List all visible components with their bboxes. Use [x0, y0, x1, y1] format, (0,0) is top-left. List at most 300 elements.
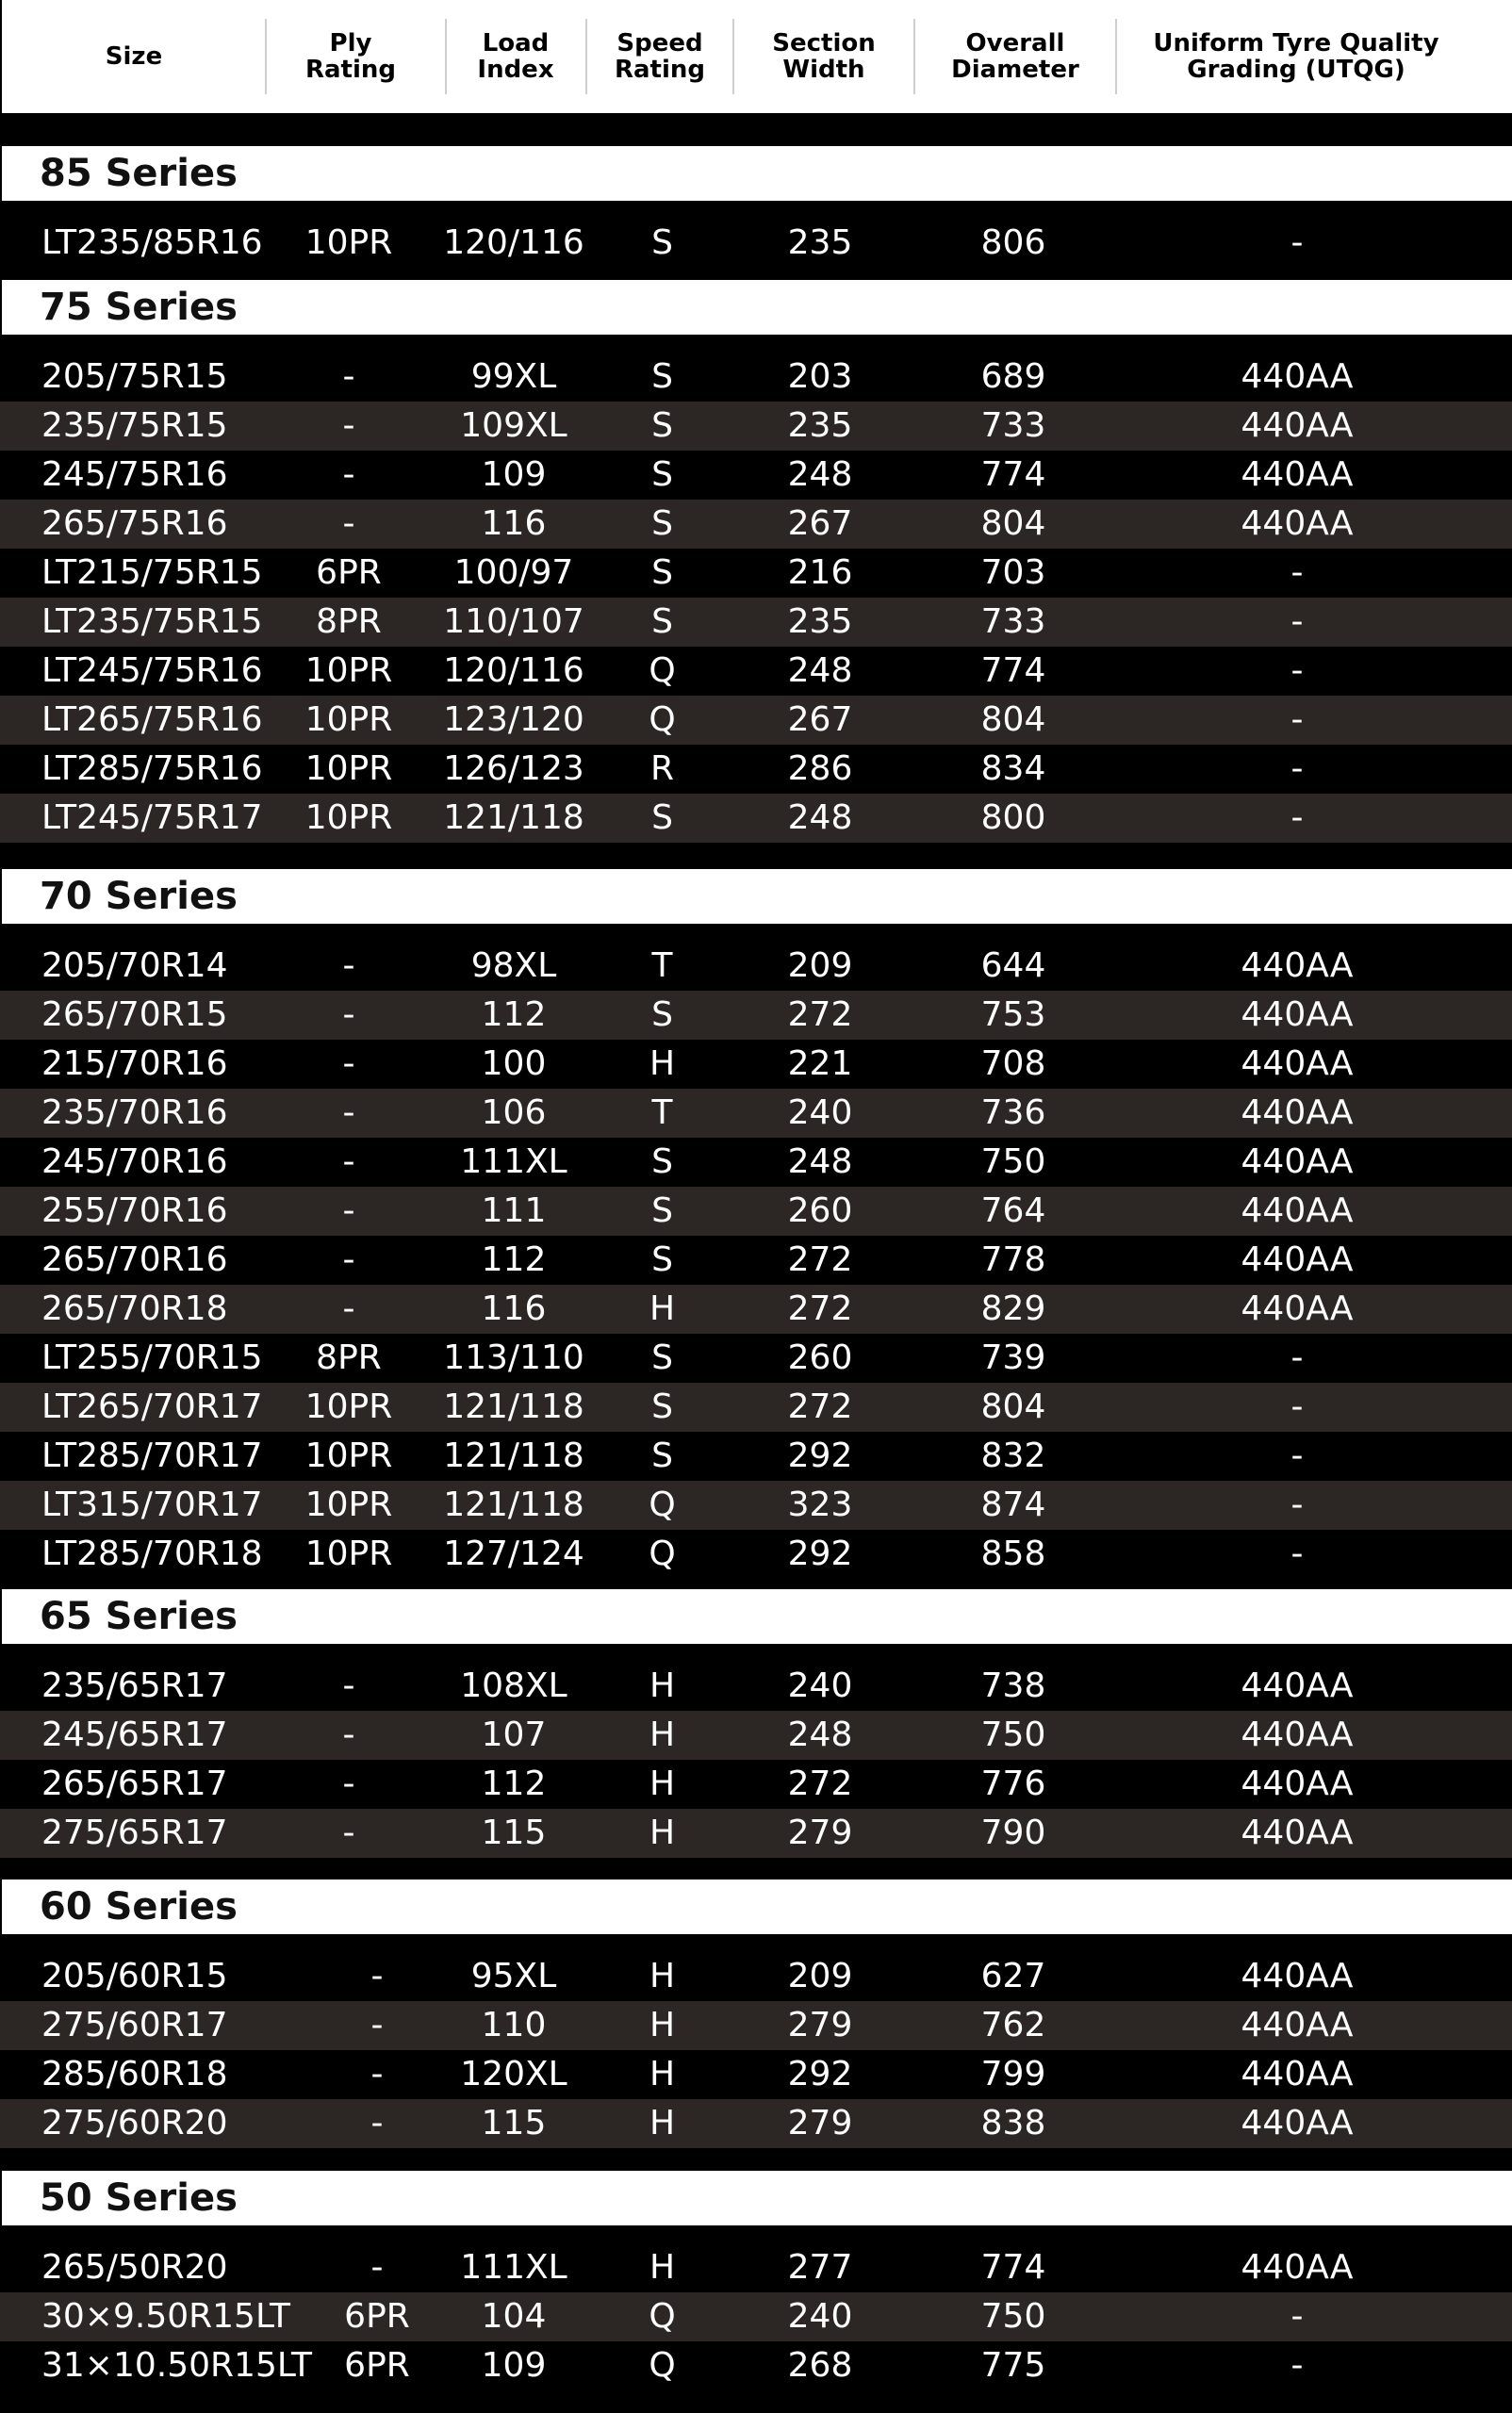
cell-size: 265/70R15 — [41, 995, 228, 1034]
cell-load: 98XL — [470, 946, 557, 985]
cell-utqg: - — [1290, 2346, 1304, 2385]
cell-ply: - — [370, 1957, 384, 1995]
series-heading — [0, 869, 1512, 924]
cell-size: LT245/75R16 — [41, 651, 263, 690]
cell-utqg: - — [1290, 1387, 1304, 1426]
cell-diameter: 806 — [980, 223, 1046, 262]
cell-utqg: 440AA — [1241, 1142, 1354, 1181]
cell-ply: 10PR — [304, 798, 393, 837]
cell-width: 240 — [787, 2297, 853, 2336]
cell-diameter: 858 — [980, 1535, 1046, 1573]
cell-load: 120/116 — [443, 223, 584, 262]
cell-utqg: 440AA — [1241, 1957, 1354, 1995]
cell-speed: S — [651, 1387, 673, 1426]
cell-speed: H — [649, 1666, 676, 1705]
cell-utqg: - — [1290, 700, 1304, 739]
cell-ply: - — [342, 1289, 355, 1328]
cell-utqg: 440AA — [1241, 1814, 1354, 1852]
cell-speed: T — [651, 946, 673, 985]
cell-size: LT235/75R15 — [41, 602, 263, 641]
cell-ply: - — [342, 1715, 355, 1754]
cell-load: 110 — [481, 2006, 547, 2044]
cell-load: 111XL — [460, 1142, 567, 1181]
cell-size: 265/65R17 — [41, 1765, 228, 1803]
cell-ply: - — [342, 1044, 355, 1083]
cell-utqg: - — [1290, 223, 1304, 262]
cell-width: 209 — [787, 946, 853, 985]
cell-load: 123/120 — [443, 700, 584, 739]
cell-width: 216 — [787, 553, 853, 592]
cell-size: 265/70R18 — [41, 1289, 228, 1328]
cell-diameter: 689 — [980, 357, 1046, 396]
cell-load: 116 — [481, 1289, 547, 1328]
cell-load: 120/116 — [443, 651, 584, 690]
cell-diameter: 874 — [980, 1486, 1046, 1524]
cell-load: 112 — [481, 995, 547, 1034]
header-load-line2: Index — [477, 56, 554, 84]
cell-diameter: 829 — [980, 1289, 1046, 1328]
header-ply-line2: Rating — [304, 56, 397, 84]
cell-utqg: - — [1290, 1535, 1304, 1573]
cell-diameter: 739 — [980, 1338, 1046, 1377]
cell-ply: 8PR — [316, 602, 382, 641]
table-row — [0, 647, 1512, 696]
header-width-line2: Width — [782, 56, 865, 84]
cell-utqg: 440AA — [1241, 1240, 1354, 1279]
table-row — [0, 794, 1512, 843]
cell-size: 245/75R16 — [41, 455, 228, 494]
header-load-index — [447, 0, 584, 113]
cell-diameter: 799 — [980, 2055, 1046, 2093]
cell-diameter: 733 — [980, 406, 1046, 445]
table-header — [0, 0, 1512, 113]
cell-diameter: 776 — [980, 1765, 1046, 1803]
cell-load: 110/107 — [443, 602, 584, 641]
cell-load: 108XL — [460, 1666, 567, 1705]
table-row — [0, 549, 1512, 598]
cell-size: LT245/75R17 — [41, 798, 263, 837]
cell-width: 267 — [787, 700, 853, 739]
cell-speed: S — [651, 602, 673, 641]
cell-ply: 10PR — [304, 1486, 393, 1524]
cell-diameter: 708 — [980, 1044, 1046, 1083]
cell-speed: S — [651, 1240, 673, 1279]
cell-diameter: 778 — [980, 1240, 1046, 1279]
cell-width: 267 — [787, 504, 853, 543]
cell-utqg: - — [1290, 798, 1304, 837]
cell-ply: 6PR — [344, 2297, 410, 2336]
table-row — [0, 1138, 1512, 1187]
cell-ply: - — [342, 504, 355, 543]
cell-load: 120XL — [460, 2055, 567, 2093]
cell-diameter: 753 — [980, 995, 1046, 1034]
header-speed-line2: Rating — [614, 56, 706, 84]
cell-utqg: 440AA — [1241, 1044, 1354, 1083]
cell-utqg: 440AA — [1241, 455, 1354, 494]
cell-utqg: - — [1290, 651, 1304, 690]
cell-ply: 6PR — [316, 553, 382, 592]
cell-ply: 10PR — [304, 749, 393, 788]
cell-width: 248 — [787, 651, 853, 690]
header-speed-rating — [587, 0, 732, 113]
cell-diameter: 838 — [980, 2104, 1046, 2142]
cell-utqg: - — [1290, 1486, 1304, 1524]
cell-diameter: 804 — [980, 700, 1046, 739]
cell-speed: S — [651, 504, 673, 543]
table-row — [0, 1187, 1512, 1236]
cell-utqg: 440AA — [1241, 1191, 1354, 1230]
cell-diameter: 750 — [980, 2297, 1046, 2336]
cell-utqg: 440AA — [1241, 504, 1354, 543]
cell-utqg: 440AA — [1241, 2248, 1354, 2287]
cell-size: LT315/70R17 — [41, 1486, 263, 1524]
table-row — [0, 1383, 1512, 1432]
cell-utqg: - — [1290, 749, 1304, 788]
cell-load: 109XL — [460, 406, 567, 445]
table-row — [0, 500, 1512, 549]
cell-diameter: 627 — [980, 1957, 1046, 1995]
cell-diameter: 738 — [980, 1666, 1046, 1705]
cell-load: 100 — [481, 1044, 547, 1083]
header-section-width — [734, 0, 913, 113]
cell-diameter: 790 — [980, 1814, 1046, 1852]
cell-load: 100/97 — [453, 553, 574, 592]
cell-size: LT265/75R16 — [41, 700, 263, 739]
cell-speed: S — [651, 1191, 673, 1230]
cell-speed: H — [649, 2055, 676, 2093]
table-row — [0, 1711, 1512, 1760]
cell-width: 272 — [787, 1387, 853, 1426]
cell-speed: R — [649, 749, 674, 788]
cell-speed: S — [651, 1436, 673, 1475]
cell-diameter: 804 — [980, 1387, 1046, 1426]
table-row — [0, 598, 1512, 647]
cell-width: 248 — [787, 1142, 853, 1181]
cell-load: 115 — [481, 1814, 547, 1852]
header-utqg-line2: Grading (UTQG) — [1187, 56, 1405, 84]
table-row — [0, 353, 1512, 402]
cell-load: 95XL — [470, 1957, 557, 1995]
cell-load: 115 — [481, 2104, 547, 2142]
table-row — [0, 2050, 1512, 2099]
cell-load: 112 — [481, 1765, 547, 1803]
cell-size: LT285/70R18 — [41, 1535, 263, 1573]
cell-width: 260 — [787, 1191, 853, 1230]
cell-size: LT265/70R17 — [41, 1387, 263, 1426]
cell-ply: - — [370, 2248, 384, 2287]
cell-width: 279 — [787, 1814, 853, 1852]
cell-load: 107 — [481, 1715, 547, 1754]
series-title: 65 Series — [40, 1595, 238, 1638]
series-heading — [0, 1589, 1512, 1644]
table-row — [0, 991, 1512, 1040]
table-row — [0, 219, 1512, 268]
table-row — [0, 696, 1512, 745]
header-size — [58, 0, 209, 113]
cell-width: 268 — [787, 2346, 853, 2385]
cell-load: 121/118 — [443, 1486, 584, 1524]
series-title: 85 Series — [40, 152, 238, 195]
cell-speed: S — [651, 553, 673, 592]
table-row — [0, 1809, 1512, 1858]
cell-width: 240 — [787, 1666, 853, 1705]
cell-speed: H — [649, 1814, 676, 1852]
cell-size: 205/60R15 — [41, 1957, 228, 1995]
cell-width: 272 — [787, 1765, 853, 1803]
cell-diameter: 834 — [980, 749, 1046, 788]
table-row — [0, 1236, 1512, 1285]
cell-width: 248 — [787, 1715, 853, 1754]
cell-diameter: 750 — [980, 1142, 1046, 1181]
cell-width: 272 — [787, 1240, 853, 1279]
cell-size: LT215/75R15 — [41, 553, 263, 592]
cell-width: 277 — [787, 2248, 853, 2287]
cell-width: 221 — [787, 1044, 853, 1083]
series-title: 75 Series — [40, 286, 238, 329]
table-row — [0, 2001, 1512, 2050]
cell-ply: - — [342, 455, 355, 494]
cell-ply: - — [342, 1814, 355, 1852]
cell-utqg: - — [1290, 1436, 1304, 1475]
header-ply-line1: Ply — [329, 29, 372, 57]
cell-size: LT255/70R15 — [41, 1338, 263, 1377]
cell-size: 205/70R14 — [41, 946, 228, 985]
cell-load: 99XL — [470, 357, 557, 396]
series-heading — [0, 280, 1512, 335]
header-speed-line1: Speed — [616, 29, 703, 57]
cell-width: 235 — [787, 602, 853, 641]
cell-size: 265/50R20 — [41, 2248, 228, 2287]
cell-width: 279 — [787, 2104, 853, 2142]
cell-utqg: 440AA — [1241, 1765, 1354, 1803]
cell-speed: S — [651, 1142, 673, 1181]
cell-width: 235 — [787, 223, 853, 262]
cell-speed: S — [651, 1338, 673, 1377]
table-row — [0, 1285, 1512, 1334]
header-diameter-line2: Diameter — [951, 56, 1079, 84]
cell-width: 292 — [787, 1535, 853, 1573]
cell-ply: 10PR — [304, 1535, 393, 1573]
cell-load: 121/118 — [443, 798, 584, 837]
cell-width: 203 — [787, 357, 853, 396]
cell-speed: T — [651, 1093, 673, 1132]
series-title: 50 Series — [40, 2176, 238, 2220]
cell-utqg: 440AA — [1241, 1289, 1354, 1328]
cell-utqg: - — [1290, 602, 1304, 641]
series-heading — [0, 2171, 1512, 2225]
cell-speed: H — [649, 2248, 676, 2287]
cell-size: 275/60R20 — [41, 2104, 228, 2142]
cell-load: 126/123 — [443, 749, 584, 788]
cell-width: 248 — [787, 455, 853, 494]
series-title: 60 Series — [40, 1885, 238, 1929]
cell-speed: H — [649, 2006, 676, 2044]
cell-ply: 10PR — [304, 1436, 393, 1475]
cell-diameter: 774 — [980, 455, 1046, 494]
cell-utqg: - — [1290, 553, 1304, 592]
cell-load: 121/118 — [443, 1387, 584, 1426]
table-row — [0, 1432, 1512, 1481]
cell-diameter: 800 — [980, 798, 1046, 837]
cell-diameter: 736 — [980, 1093, 1046, 1132]
table-row — [0, 1952, 1512, 2001]
cell-diameter: 832 — [980, 1436, 1046, 1475]
cell-ply: 10PR — [304, 1387, 393, 1426]
table-row — [0, 451, 1512, 500]
cell-width: 279 — [787, 2006, 853, 2044]
table-row — [0, 1334, 1512, 1383]
cell-utqg: - — [1290, 1338, 1304, 1377]
cell-utqg: 440AA — [1241, 2104, 1354, 2142]
cell-width: 260 — [787, 1338, 853, 1377]
cell-load: 121/118 — [443, 1436, 584, 1475]
cell-ply: 10PR — [304, 651, 393, 690]
cell-utqg: 440AA — [1241, 995, 1354, 1034]
cell-width: 323 — [787, 1486, 853, 1524]
cell-utqg: 440AA — [1241, 357, 1354, 396]
cell-size: 30×9.50R15LT — [41, 2297, 291, 2336]
cell-utqg: 440AA — [1241, 406, 1354, 445]
cell-utqg: 440AA — [1241, 2006, 1354, 2044]
cell-load: 112 — [481, 1240, 547, 1279]
cell-speed: Q — [649, 1486, 676, 1524]
cell-ply: - — [342, 1142, 355, 1181]
cell-diameter: 733 — [980, 602, 1046, 641]
cell-diameter: 644 — [980, 946, 1046, 985]
cell-utqg: 440AA — [1241, 1715, 1354, 1754]
cell-width: 272 — [787, 995, 853, 1034]
cell-load: 106 — [481, 1093, 547, 1132]
series-title: 70 Series — [40, 875, 238, 918]
cell-speed: S — [651, 406, 673, 445]
table-row — [0, 1481, 1512, 1530]
cell-speed: Q — [649, 700, 676, 739]
cell-size: 245/70R16 — [41, 1142, 228, 1181]
cell-ply: - — [342, 995, 355, 1034]
cell-speed: H — [649, 2104, 676, 2142]
cell-width: 235 — [787, 406, 853, 445]
cell-width: 292 — [787, 1436, 853, 1475]
header-ply-rating — [266, 0, 436, 113]
cell-size: LT285/75R16 — [41, 749, 263, 788]
cell-speed: Q — [649, 2297, 676, 2336]
cell-load: 109 — [481, 2346, 547, 2385]
cell-speed: H — [649, 1957, 676, 1995]
cell-ply: - — [342, 946, 355, 985]
cell-size: 285/60R18 — [41, 2055, 228, 2093]
cell-size: 235/75R15 — [41, 406, 228, 445]
cell-ply: - — [370, 2006, 384, 2044]
cell-speed: S — [651, 357, 673, 396]
cell-size: 215/70R16 — [41, 1044, 228, 1083]
table-row — [0, 745, 1512, 794]
cell-size: 275/60R17 — [41, 2006, 228, 2044]
header-overall-diameter — [915, 0, 1115, 113]
cell-speed: Q — [649, 1535, 676, 1573]
cell-speed: H — [649, 1715, 676, 1754]
header-utqg — [1117, 0, 1475, 113]
cell-size: 265/75R16 — [41, 504, 228, 543]
cell-size: LT285/70R17 — [41, 1436, 263, 1475]
cell-speed: S — [651, 995, 673, 1034]
cell-speed: Q — [649, 651, 676, 690]
cell-diameter: 774 — [980, 2248, 1046, 2287]
cell-width: 286 — [787, 749, 853, 788]
cell-size: 255/70R16 — [41, 1191, 228, 1230]
cell-speed: S — [651, 223, 673, 262]
table-row — [0, 942, 1512, 991]
cell-diameter: 774 — [980, 651, 1046, 690]
cell-ply: 10PR — [304, 700, 393, 739]
header-width-line1: Section — [772, 29, 876, 57]
cell-ply: 8PR — [316, 1338, 382, 1377]
cell-speed: H — [649, 1765, 676, 1803]
cell-ply: - — [342, 1240, 355, 1279]
cell-size: 235/65R17 — [41, 1666, 228, 1705]
cell-size: LT235/85R16 — [41, 223, 263, 262]
cell-ply: - — [370, 2104, 384, 2142]
cell-ply: - — [370, 2055, 384, 2093]
table-row — [0, 402, 1512, 451]
cell-load: 116 — [481, 504, 547, 543]
cell-diameter: 775 — [980, 2346, 1046, 2385]
cell-width: 292 — [787, 2055, 853, 2093]
cell-ply: - — [342, 1765, 355, 1803]
cell-utqg: 440AA — [1241, 2055, 1354, 2093]
cell-utqg: - — [1290, 2297, 1304, 2336]
cell-width: 248 — [787, 798, 853, 837]
table-row — [0, 2099, 1512, 2148]
cell-diameter: 764 — [980, 1191, 1046, 1230]
cell-width: 209 — [787, 1957, 853, 1995]
cell-ply: - — [342, 1666, 355, 1705]
cell-diameter: 703 — [980, 553, 1046, 592]
cell-load: 111XL — [460, 2248, 567, 2287]
cell-size: 265/70R16 — [41, 1240, 228, 1279]
table-row — [0, 1530, 1512, 1579]
cell-size: 31×10.50R15LT — [41, 2346, 312, 2385]
cell-load: 113/110 — [443, 1338, 584, 1377]
cell-size: 275/65R17 — [41, 1814, 228, 1852]
cell-size: 235/70R16 — [41, 1093, 228, 1132]
cell-utqg: 440AA — [1241, 1093, 1354, 1132]
cell-diameter: 762 — [980, 2006, 1046, 2044]
table-row — [0, 1089, 1512, 1138]
series-heading — [0, 146, 1512, 201]
cell-width: 272 — [787, 1289, 853, 1328]
cell-ply: - — [342, 1093, 355, 1132]
cell-speed: Q — [649, 2346, 676, 2385]
cell-load: 127/124 — [443, 1535, 584, 1573]
table-row — [0, 2243, 1512, 2292]
cell-speed: S — [651, 798, 673, 837]
header-diameter-line1: Overall — [965, 29, 1065, 57]
cell-diameter: 750 — [980, 1715, 1046, 1754]
table-row — [0, 1760, 1512, 1809]
cell-ply: - — [342, 406, 355, 445]
series-heading — [0, 1880, 1512, 1934]
cell-size: 205/75R15 — [41, 357, 228, 396]
table-row — [0, 1662, 1512, 1711]
cell-utqg: 440AA — [1241, 1666, 1354, 1705]
cell-size: 245/65R17 — [41, 1715, 228, 1754]
header-utqg-line1: Uniform Tyre Quality — [1153, 29, 1439, 57]
cell-ply: - — [342, 357, 355, 396]
cell-utqg: 440AA — [1241, 946, 1354, 985]
cell-ply: 10PR — [304, 223, 393, 262]
table-row — [0, 2341, 1512, 2390]
cell-width: 240 — [787, 1093, 853, 1132]
